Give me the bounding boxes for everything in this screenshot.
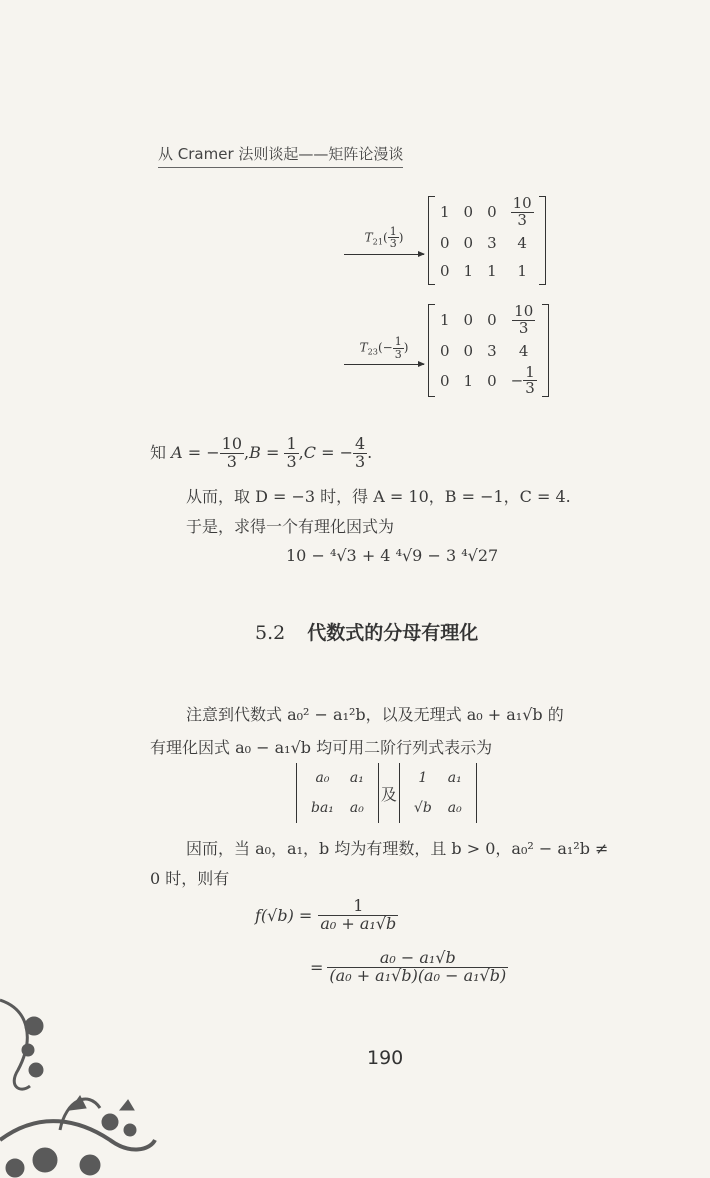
matrix-cell: 1 <box>517 261 527 280</box>
matrix-cell: 1 <box>440 203 450 222</box>
row-operation-arrow: $T_{21}$( $\frac{1}{3}$ ) <box>344 226 424 255</box>
matrix-cell: 1 <box>440 311 450 330</box>
matrix-cell: 0 <box>440 261 450 280</box>
determinant-row <box>303 793 372 823</box>
matrix-cell: 0 <box>440 371 450 390</box>
matrix-cell: 3 <box>487 341 497 360</box>
matrix-cell: 0 <box>487 203 497 222</box>
equation-1 <box>255 898 398 933</box>
matrix-cell: 0 <box>440 233 450 252</box>
equation-2-lhs: = <box>310 957 324 977</box>
section-number: 5.2 <box>255 622 286 644</box>
matrix-cell: 4 <box>518 341 529 360</box>
determinant-cell: a₀ <box>315 770 330 786</box>
matrix-2-row <box>433 337 544 365</box>
matrix-cell: 0 <box>463 233 474 252</box>
operation-subscript: 21 <box>372 236 384 247</box>
determinant-cell: a₀ <box>349 800 364 816</box>
matrix-1-row <box>433 196 541 229</box>
equation-1-fraction <box>318 898 398 933</box>
matrix-cell: 1 <box>487 261 497 280</box>
matrix-cell: $\frac{10}{3}$ <box>514 302 534 337</box>
matrix-cell: − $\frac{1}{3}$ <box>510 362 535 398</box>
matrix-cell: 1 <box>463 261 474 280</box>
arrow-icon <box>344 364 424 365</box>
determinant-cell: ba₁ <box>311 800 334 816</box>
determinant-row <box>406 763 470 793</box>
determinant-row <box>303 763 372 793</box>
matrix-cell: 0 <box>463 341 474 360</box>
determinant-cell: a₁ <box>447 770 462 786</box>
determinant-right <box>399 763 477 823</box>
paragraph-1: 从而，取 D = −3 时，得 A = 10，B = −1，C = 4. <box>186 487 571 506</box>
matrix-1-row <box>433 229 541 257</box>
rationalizing-factor-formula: 10 − ⁴√3 + 4 ⁴√9 − 3 ⁴√27 <box>286 546 499 565</box>
arrow-icon <box>344 254 424 255</box>
section-title-text: 代数式的分母有理化 <box>307 622 479 644</box>
row-operation-arrow: $T_{23}(-$ $\frac{1}{3}$ ) <box>344 336 424 365</box>
paragraph-2: 于是，求得一个有理化因式为 <box>186 517 395 536</box>
determinant-connector: 及 <box>380 784 397 804</box>
matrix-cell: 0 <box>440 341 450 360</box>
running-header: 从 Cramer 法则谈起——矩阵论漫谈 <box>158 143 403 168</box>
operation-symbol: T <box>359 340 368 355</box>
operation-subscript: 23 <box>367 346 378 357</box>
matrix-cell: 3 <box>487 233 497 252</box>
matrix-step-2 <box>344 304 549 397</box>
matrix-2-row <box>433 304 544 337</box>
equation-2 <box>310 950 508 985</box>
matrix-1-bracket <box>428 196 546 285</box>
know-prefix: 知 <box>150 442 167 462</box>
equation-2-denominator: (a₀ + a₁√b)(a₀ − a₁√b) <box>329 965 507 985</box>
matrix-cell: 0 <box>463 203 474 222</box>
paragraph-4a: 因而，当 a₀，a₁，b 均为有理数，且 b > 0，a₀² − a₁²b ≠ <box>186 839 609 858</box>
matrix-1 <box>433 196 541 285</box>
matrix-cell: $\frac{10}{3}$ <box>512 194 532 229</box>
operation-symbol: T <box>364 230 373 245</box>
matrix-2 <box>433 304 544 397</box>
equation-2-fraction <box>327 950 508 985</box>
determinant-row <box>406 793 470 823</box>
determinants-row <box>296 763 477 823</box>
matrix-cell: 1 <box>463 371 474 390</box>
paragraph-3a: 注意到代数式 a₀² − a₁²b，以及无理式 a₀ + a₁√b 的 <box>186 705 564 724</box>
matrix-cell: 0 <box>487 371 497 390</box>
matrix-cell: 0 <box>463 311 474 330</box>
paragraph-4b: 0 时，则有 <box>150 869 230 888</box>
equation-1-numerator: 1 <box>318 898 398 916</box>
matrix-step-1 <box>344 196 546 285</box>
equation-1-lhs: f(√b) = <box>255 905 313 925</box>
determinant-cell: a₁ <box>349 770 364 786</box>
determinant-cell: 1 <box>418 770 428 786</box>
equation-2-numerator: a₀ − a₁√b <box>327 950 508 968</box>
determinant-left <box>296 763 379 823</box>
floral-corner-ornament-icon <box>0 990 160 1178</box>
matrix-2-bracket <box>428 304 549 397</box>
equation-1-denominator: a₀ + a₁√b <box>320 913 397 933</box>
determinant-cell: a₀ <box>447 800 462 816</box>
paragraph-3b: 有理化因式 a₀ − a₁√b 均可用二阶行列式表示为 <box>150 738 493 757</box>
determinant-cell: √b <box>413 800 432 816</box>
page-number: 190 <box>367 1047 404 1069</box>
section-heading <box>255 618 478 645</box>
matrix-2-row <box>433 365 544 398</box>
result-line: 知 A = − $\frac{10}{3}$ ,B = $\frac{1}{3}$ ,C = − $\frac{4}{3}$ . <box>150 434 373 471</box>
matrix-cell: 4 <box>517 233 527 252</box>
matrix-1-row <box>433 257 541 285</box>
matrix-cell: 0 <box>487 311 497 330</box>
